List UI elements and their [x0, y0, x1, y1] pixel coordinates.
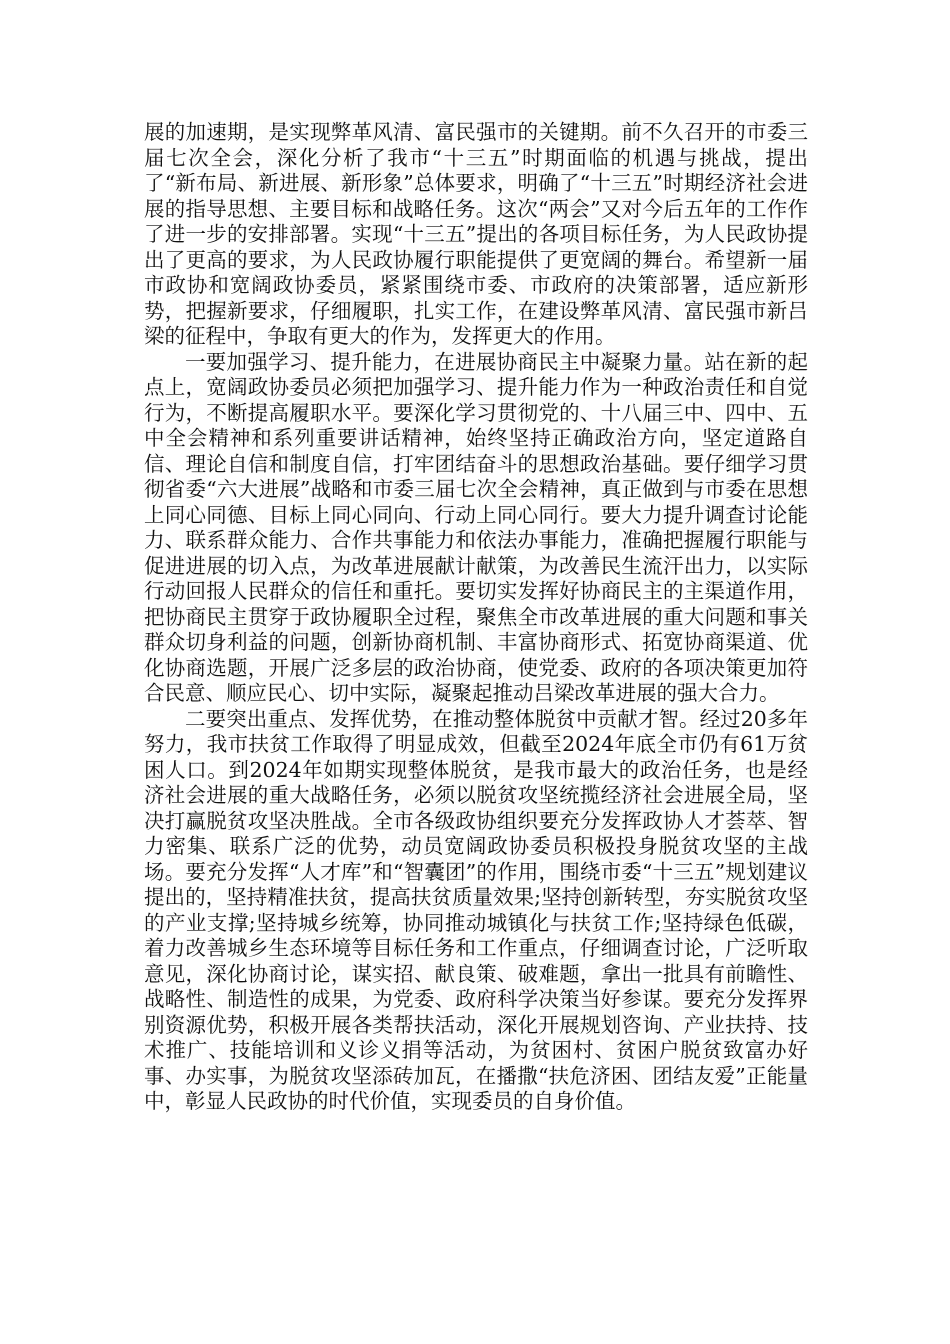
paragraph-point-one: 一要加强学习、提升能力，在进展协商民主中凝聚力量。站在新的起点上，宽阔政协委员必须把加强学习、提升能力作为一种政治责任和自觉行为，不断提高履职水平。要深化学习贯彻党的、十八届三中、四中、五中全会精神和系列重要讲话精神，始终坚持正确政治方向，坚定道路自信、理论自信和制度自信，打牢团结奋斗的思想政治基础。要仔细学习贯彻省委“六大进展”战略和市委三届七次全会精神，真正做到与市委在思想上同心同德、目标上同心同向、行动上同心同行。要大力提升调查讨论能力、联系群众能力、合作共事能力和依法办事能力，准确把握履行职能与促进进展的切入点，为改革进展献计献策，为改善民生流汗出力，以实际行动回报人民群众的信任和重托。要切实发挥好协商民主的主渠道作用，把协商民主贯穿于政协履职全过程，聚焦全市改革进展的重大问题和事关群众切身利益的问题，创新协商机制、丰富协商形式、拓宽协商渠道、优化协商选题，开展广泛多层的政治协商，使党委、政府的各项决策更加符合民意、顺应民心、切中实际，凝聚起推动吕梁改革进展的强大合力。	[144, 349, 808, 705]
paragraph-point-two: 二要突出重点、发挥优势，在推动整体脱贫中贡献才智。经过20多年努力，我市扶贫工作取得了明显成效，但截至2024年底全市仍有61万贫困人口。到2024年如期实现整体脱贫，是我市最大的政治任务，也是经济社会进展的重大战略任务，必须以脱贫攻坚统揽经济社会进展全局，坚决打赢脱贫攻坚决胜战。全市各级政协组织要充分发挥政协人才荟萃、智力密集、联系广泛的优势，动员宽阔政协委员积极投身脱贫攻坚的主战场。要充分发挥“人才库”和“智囊团”的作用，围绕市委“十三五”规划建议提出的，坚持精准扶贫，提高扶贫质量效果;坚持创新转型，夯实脱贫攻坚的产业支撑;坚持城乡统筹，协同推动城镇化与扶贫工作;坚持绿色低碳，着力改善城乡生态环境等目标任务和工作重点，仔细调查讨论，广泛听取意见，深化协商讨论，谋实招、献良策、破难题，拿出一批具有前瞻性、战略性、制造性的成果，为党委、政府科学决策当好参谋。要充分发挥界别资源优势，积极开展各类帮扶活动，深化开展规划咨询、产业扶持、技术推广、技能培训和义诊义捐等活动，为贫困村、贫困户脱贫致富办好事、办实事，为脱贫攻坚添砖加瓦，在播撒“扶危济困、团结友爱”正能量中，彰显人民政协的时代价值，实现委员的自身价值。	[144, 706, 808, 1113]
document-body	[144, 120, 808, 1115]
paragraph-intro-continuation: 展的加速期，是实现弊革风清、富民强市的关键期。前不久召开的市委三届七次全会，深化分析了我市“十三五”时期面临的机遇与挑战，提出了“新布局、新进展、新形象”总体要求，明确了“十三五”时期经济社会进展的指导思想、主要目标和战略任务。这次“两会”又对今后五年的工作作了进一步的安排部署。实现“十三五”提出的各项目标任务，为人民政协提出了更高的要求，为人民政协履行职能提供了更宽阔的舞台。希望新一届市政协和宽阔政协委员，紧紧围绕市委、市政府的决策部署，适应新形势，把握新要求，仔细履职，扎实工作，在建设弊革风清、富民强市新吕梁的征程中，争取有更大的作为，发挥更大的作用。	[144, 120, 808, 348]
